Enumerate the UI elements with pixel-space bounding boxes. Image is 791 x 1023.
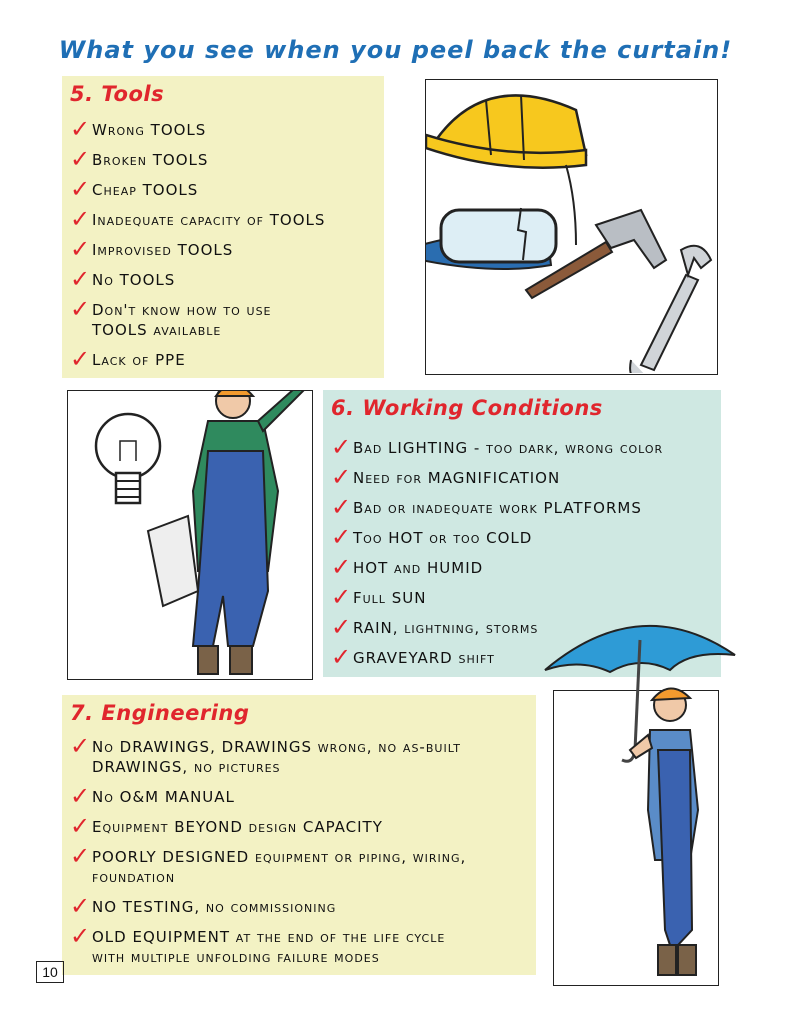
checkmark-icon: ✓ xyxy=(70,295,92,323)
checkmark-icon: ✓ xyxy=(70,922,92,950)
checkmark-icon: ✓ xyxy=(70,145,92,173)
tools-illustration-frame xyxy=(425,79,718,375)
checkmark-icon: ✓ xyxy=(70,115,92,143)
checkmark-icon: ✓ xyxy=(70,175,92,203)
umbrella-worker-illustration xyxy=(540,610,770,985)
list-item: ✓ No TOOLS xyxy=(70,265,176,293)
list-item: ✓ Cheap TOOLS xyxy=(70,175,199,203)
checkmark-icon: ✓ xyxy=(331,493,353,521)
worker-figure-icon xyxy=(148,391,308,674)
list-item: ✓ RAIN, lightning, storms xyxy=(331,613,539,641)
checkmark-icon: ✓ xyxy=(331,583,353,611)
checkmark-icon: ✓ xyxy=(331,433,353,461)
list-item: ✓ POORLY DESIGNED equipment or piping, wiring, foundation xyxy=(70,842,467,886)
list-item: ✓ Improvised TOOLS xyxy=(70,235,234,263)
checkmark-icon: ✓ xyxy=(70,235,92,263)
list-item: ✓ Bad or inadequate work PLATFORMS xyxy=(331,493,642,521)
checkmark-icon: ✓ xyxy=(70,345,92,373)
checkmark-icon: ✓ xyxy=(331,613,353,641)
list-item: ✓ OLD EQUIPMENT at the end of the life cycle with multiple unfolding failure modes xyxy=(70,922,446,966)
worker-figure-icon xyxy=(630,688,698,975)
engineering-list xyxy=(70,732,467,967)
engineering-panel xyxy=(62,695,536,975)
list-item: ✓ Don't know how to use TOOLS available xyxy=(70,295,272,339)
checkmark-icon: ✓ xyxy=(331,523,353,551)
checkmark-icon: ✓ xyxy=(70,892,92,920)
list-item: ✓ Equipment BEYOND design CAPACITY xyxy=(70,812,383,840)
checkmark-icon: ✓ xyxy=(331,643,353,671)
engineering-heading: 7. Engineering xyxy=(70,701,250,725)
list-item: ✓ Wrong TOOLS xyxy=(70,115,207,143)
list-item: ✓ Full SUN xyxy=(331,583,427,611)
tools-heading: 5. Tools xyxy=(70,82,165,106)
light-bulb-icon xyxy=(96,414,160,503)
page-title: What you see when you peel back the curtain! xyxy=(58,36,733,64)
list-item: ✓ NO TESTING, no commissioning xyxy=(70,892,337,920)
list-item: ✓ Broken TOOLS xyxy=(70,145,209,173)
checkmark-icon: ✓ xyxy=(331,463,353,491)
worker-illustration xyxy=(68,391,311,678)
list-item: ✓ Bad LIGHTING - too dark, wrong color xyxy=(331,433,664,461)
tools-illustration xyxy=(426,80,716,373)
working-conditions-heading: 6. Working Conditions xyxy=(331,396,603,420)
checkmark-icon: ✓ xyxy=(70,782,92,810)
list-item: ✓ HOT and HUMID xyxy=(331,553,484,581)
list-item: ✓ Lack of PPE xyxy=(70,345,186,373)
wrench-icon xyxy=(630,246,711,373)
list-item: ✓ GRAVEYARD shift xyxy=(331,643,495,671)
checkmark-icon: ✓ xyxy=(70,812,92,840)
list-item: ✓ Too HOT or too COLD xyxy=(331,523,533,551)
list-item: ✓ Inadequate capacity of TOOLS xyxy=(70,205,326,233)
safety-goggles-icon xyxy=(426,208,556,269)
tools-panel xyxy=(62,76,384,378)
worker-illustration-frame xyxy=(67,390,313,680)
checkmark-icon: ✓ xyxy=(70,842,92,870)
checkmark-icon: ✓ xyxy=(70,732,92,760)
list-item: ✓ Need for MAGNIFICATION xyxy=(331,463,561,491)
list-item: ✓ No O&M MANUAL xyxy=(70,782,235,810)
checkmark-icon: ✓ xyxy=(70,265,92,293)
checkmark-icon: ✓ xyxy=(70,205,92,233)
checkmark-icon: ✓ xyxy=(331,553,353,581)
tools-list xyxy=(70,115,326,373)
list-item: ✓ No DRAWINGS, DRAWINGS wrong, no as-built DRAWINGS, no pictures xyxy=(70,732,462,776)
page-number: 10 xyxy=(36,961,64,983)
